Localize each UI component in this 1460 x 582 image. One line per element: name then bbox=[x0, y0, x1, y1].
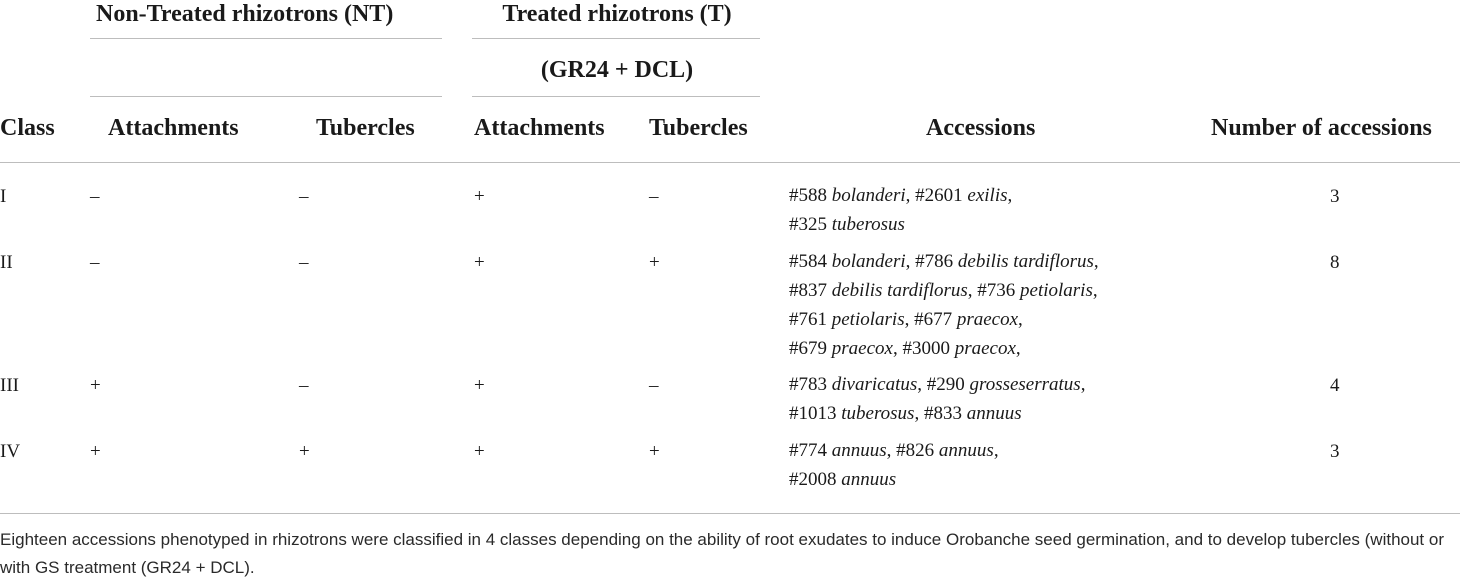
accessions-line bbox=[789, 334, 1021, 363]
class-cell: II bbox=[0, 252, 13, 273]
class-cell: IV bbox=[0, 441, 21, 462]
accessions-line bbox=[789, 399, 1022, 428]
nt-tubercles-cell: – bbox=[299, 186, 309, 207]
column-header-class: Class bbox=[0, 115, 55, 141]
column-header-nt-attachments: Attachments bbox=[108, 115, 239, 141]
accessions-line bbox=[789, 247, 1099, 276]
nt-attachments-cell: – bbox=[90, 252, 100, 273]
t-attachments-cell: + bbox=[474, 186, 485, 207]
accession-id: , bbox=[1093, 251, 1099, 272]
column-header-accessions: Accessions bbox=[926, 115, 1036, 141]
t-attachments-cell: + bbox=[474, 252, 485, 273]
accession-id: , bbox=[993, 440, 999, 461]
accession-id: , bbox=[1007, 185, 1013, 206]
accession-id: #584 bbox=[789, 251, 832, 272]
accessions-line bbox=[789, 210, 905, 239]
table-bottom-rule bbox=[0, 513, 1460, 514]
accession-id: , #826 bbox=[886, 440, 939, 461]
number-of-accessions-cell: 4 bbox=[1330, 375, 1340, 396]
accession-id: #837 bbox=[789, 280, 832, 301]
accession-id: , #2601 bbox=[905, 185, 968, 206]
t-attachments-cell: + bbox=[474, 441, 485, 462]
accession-id: #325 bbox=[789, 214, 832, 235]
species-name: debilis tardiflorus bbox=[831, 280, 968, 301]
header-group-treated: Treated rhizotrons (T) bbox=[502, 1, 732, 27]
accession-id: #2008 bbox=[789, 469, 842, 490]
species-name: annuus bbox=[841, 469, 897, 490]
column-header-t-attachments: Attachments bbox=[474, 115, 605, 141]
header-rule-t-2 bbox=[472, 96, 760, 97]
accessions-line bbox=[789, 276, 1098, 305]
species-name: praecox bbox=[954, 338, 1016, 359]
accession-id: #783 bbox=[789, 374, 832, 395]
header-rule-t bbox=[472, 38, 760, 39]
accessions-line bbox=[789, 305, 1023, 334]
species-name: exilis bbox=[967, 185, 1008, 206]
accession-id: #679 bbox=[789, 338, 832, 359]
accession-id: #588 bbox=[789, 185, 832, 206]
species-name: petiolaris bbox=[831, 309, 905, 330]
nt-tubercles-cell: – bbox=[299, 375, 309, 396]
species-name: tuberosus bbox=[841, 403, 915, 424]
accession-id: , #677 bbox=[904, 309, 957, 330]
number-of-accessions-cell: 3 bbox=[1330, 441, 1340, 462]
class-cell: I bbox=[0, 186, 7, 207]
species-name: praecox bbox=[831, 338, 893, 359]
species-name: annuus bbox=[831, 440, 887, 461]
t-attachments-cell: + bbox=[474, 375, 485, 396]
nt-tubercles-cell: + bbox=[299, 441, 310, 462]
accession-id: , bbox=[1092, 280, 1098, 301]
accessions-line bbox=[789, 181, 1012, 210]
nt-attachments-cell: + bbox=[90, 375, 101, 396]
accession-id: , #290 bbox=[917, 374, 970, 395]
accession-id: , #833 bbox=[914, 403, 967, 424]
header-rule-nt bbox=[90, 38, 442, 39]
column-header-number-of-accessions: Number of accessions bbox=[1211, 115, 1432, 141]
number-of-accessions-cell: 3 bbox=[1330, 186, 1340, 207]
accession-id: , #786 bbox=[905, 251, 958, 272]
species-name: annuus bbox=[938, 440, 994, 461]
accession-id: #774 bbox=[789, 440, 832, 461]
nt-attachments-cell: + bbox=[90, 441, 101, 462]
t-tubercles-cell: – bbox=[649, 375, 659, 396]
accession-id: , #736 bbox=[967, 280, 1021, 301]
accessions-line bbox=[789, 436, 999, 465]
species-name: bolanderi bbox=[831, 251, 906, 272]
accession-id: #1013 bbox=[789, 403, 842, 424]
t-tubercles-cell: + bbox=[649, 441, 660, 462]
number-of-accessions-cell: 8 bbox=[1330, 252, 1340, 273]
nt-tubercles-cell: – bbox=[299, 252, 309, 273]
species-name: praecox bbox=[956, 309, 1019, 330]
accessions-line bbox=[789, 370, 1085, 399]
accession-id: , bbox=[1080, 374, 1086, 395]
species-name: divaricatus bbox=[831, 374, 918, 395]
table-footnote: Eighteen accessions phenotyped in rhizotrons were classified in 4 classes depending on the ability of root exudates to induce Orobanche seed germination, and to develop tubercles (without or with GS treatment (GR24 + DCL). bbox=[0, 530, 1444, 577]
species-name: annuus bbox=[966, 403, 1022, 424]
accessions-line bbox=[789, 465, 896, 494]
accession-id: , bbox=[1018, 309, 1023, 330]
nt-attachments-cell: – bbox=[90, 186, 100, 207]
species-name: bolanderi bbox=[831, 185, 906, 206]
species-name: debilis tardiflorus bbox=[957, 251, 1094, 272]
column-header-t-tubercles: Tubercles bbox=[649, 115, 748, 141]
class-cell: III bbox=[0, 375, 19, 396]
accession-id: , bbox=[1015, 338, 1021, 359]
accession-id: #761 bbox=[789, 309, 832, 330]
t-tubercles-cell: + bbox=[649, 252, 660, 273]
column-header-nt-tubercles: Tubercles bbox=[316, 115, 415, 141]
header-bottom-rule bbox=[0, 162, 1460, 163]
species-name: petiolaris bbox=[1020, 280, 1093, 301]
species-name: tuberosus bbox=[831, 214, 905, 235]
species-name: grosseserratus bbox=[969, 374, 1081, 395]
header-rule-nt-2 bbox=[90, 96, 442, 97]
header-group-non-treated: Non-Treated rhizotrons (NT) bbox=[96, 1, 394, 27]
accession-id: , #3000 bbox=[892, 338, 955, 359]
header-group-treated-subtitle: (GR24 + DCL) bbox=[540, 57, 694, 83]
t-tubercles-cell: – bbox=[649, 186, 659, 207]
